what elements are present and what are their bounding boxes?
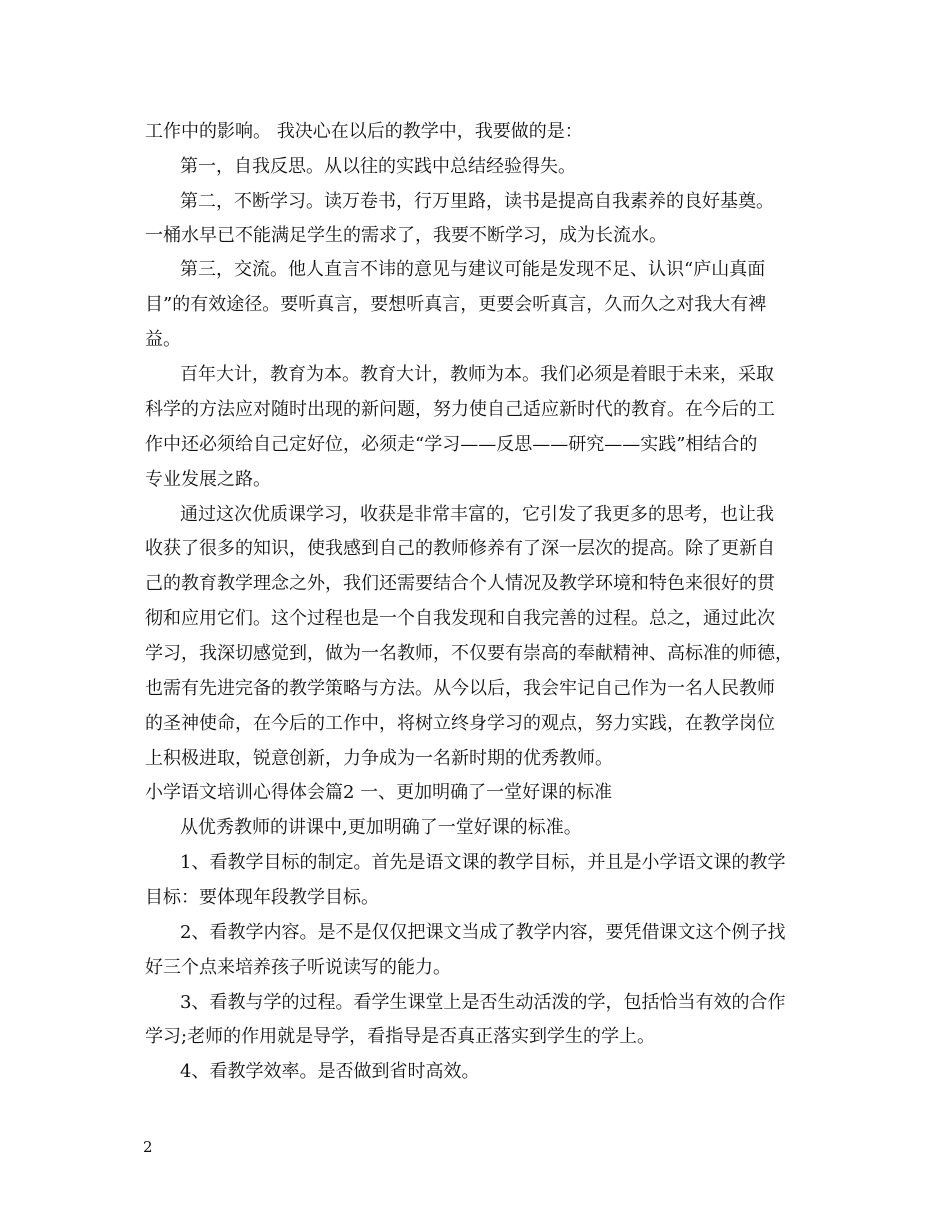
text-line: 目标：要体现年段教学目标。	[145, 887, 379, 908]
text-line: 一桶水早已不能满足学生的需求了，我要不断学习，成为长流水。	[145, 225, 667, 246]
text-line: 学习;老师的作用就是导学，看指导是否真正落实到学生的学上。	[145, 1026, 656, 1047]
text-line: 目”的有效途径。要听真言，要想听真言，更要会听真言，久而久之对我大有裨	[145, 294, 767, 315]
text-line: 1、看教学目标的制定。首先是语文课的教学目标，并且是小学语文课的教学	[180, 852, 786, 873]
text-line: 收获了很多的知识，使我感到自己的教师修养有了深一层次的提高。除了更新自	[145, 538, 775, 559]
text-line: 通过这次优质课学习，收获是非常丰富的，它引发了我更多的思考，也让我	[180, 504, 774, 525]
text-line: 2、看教学内容。是不是仅仅把课文当成了教学内容，要凭借课文这个例子找	[180, 922, 786, 943]
text-line: 也需有先进完备的教学策略与方法。从今以后，我会牢记自己作为一名人民教师	[145, 678, 775, 699]
text-line: 专业发展之路。	[145, 469, 271, 490]
text-line: 科学的方法应对随时出现的新问题，努力使自己适应新时代的教育。在今后的工	[145, 399, 775, 420]
text-line: 上积极进取，锐意创新，力争成为一名新时期的优秀教师。	[145, 748, 613, 769]
text-line: 工作中的影响。 我决心在以后的教学中，我要做的是：	[145, 121, 583, 142]
text-line: 己的教育教学理念之外，我们还需要结合个人情况及教学环境和特色来很好的贯	[145, 573, 775, 594]
text-line: 第一，自我反思。从以往的实践中总结经验得失。	[180, 156, 576, 177]
text-line: 第三，交流。他人直言不讳的意见与建议可能是发现不足、认识“庐山真面	[180, 259, 766, 280]
text-line: 3、看教与学的过程。看学生课堂上是否生动活泼的学，包括恰当有效的合作	[180, 992, 786, 1013]
text-line: 作中还必须给自己定好位，必须走“学习——反思——研究——实践”相结合的	[145, 434, 758, 455]
text-line: 好三个点来培养孩子听说读写的能力。	[145, 957, 451, 978]
text-line: 的圣神使命，在今后的工作中，将树立终身学习的观点，努力实践，在教学岗位	[145, 713, 775, 734]
text-line: 4、看教学效率。是否做到省时高效。	[180, 1061, 480, 1082]
text-line: 百年大计，教育为本。教育大计，教师为本。我们必须是着眼于未来，采取	[180, 364, 774, 385]
text-line: 益。	[145, 329, 181, 350]
text-line: 从优秀教师的讲课中,更加明确了一堂好课的标准。	[180, 817, 582, 838]
section-heading: 小学语文培训心得体会篇2 一、更加明确了一堂好课的标准	[145, 782, 613, 803]
text-line: 第二，不断学习。读万卷书，行万里路，读书是提高自我素养的良好基奠。	[180, 191, 774, 212]
text-line: 彻和应用它们。这个过程也是一个自我发现和自我完善的过程。总之，通过此次	[145, 608, 775, 629]
page-number: 2	[143, 1138, 153, 1156]
text-line: 学习，我深切感觉到，做为一名教师，不仅要有崇高的奉献精神、高标准的师德，	[145, 643, 793, 664]
